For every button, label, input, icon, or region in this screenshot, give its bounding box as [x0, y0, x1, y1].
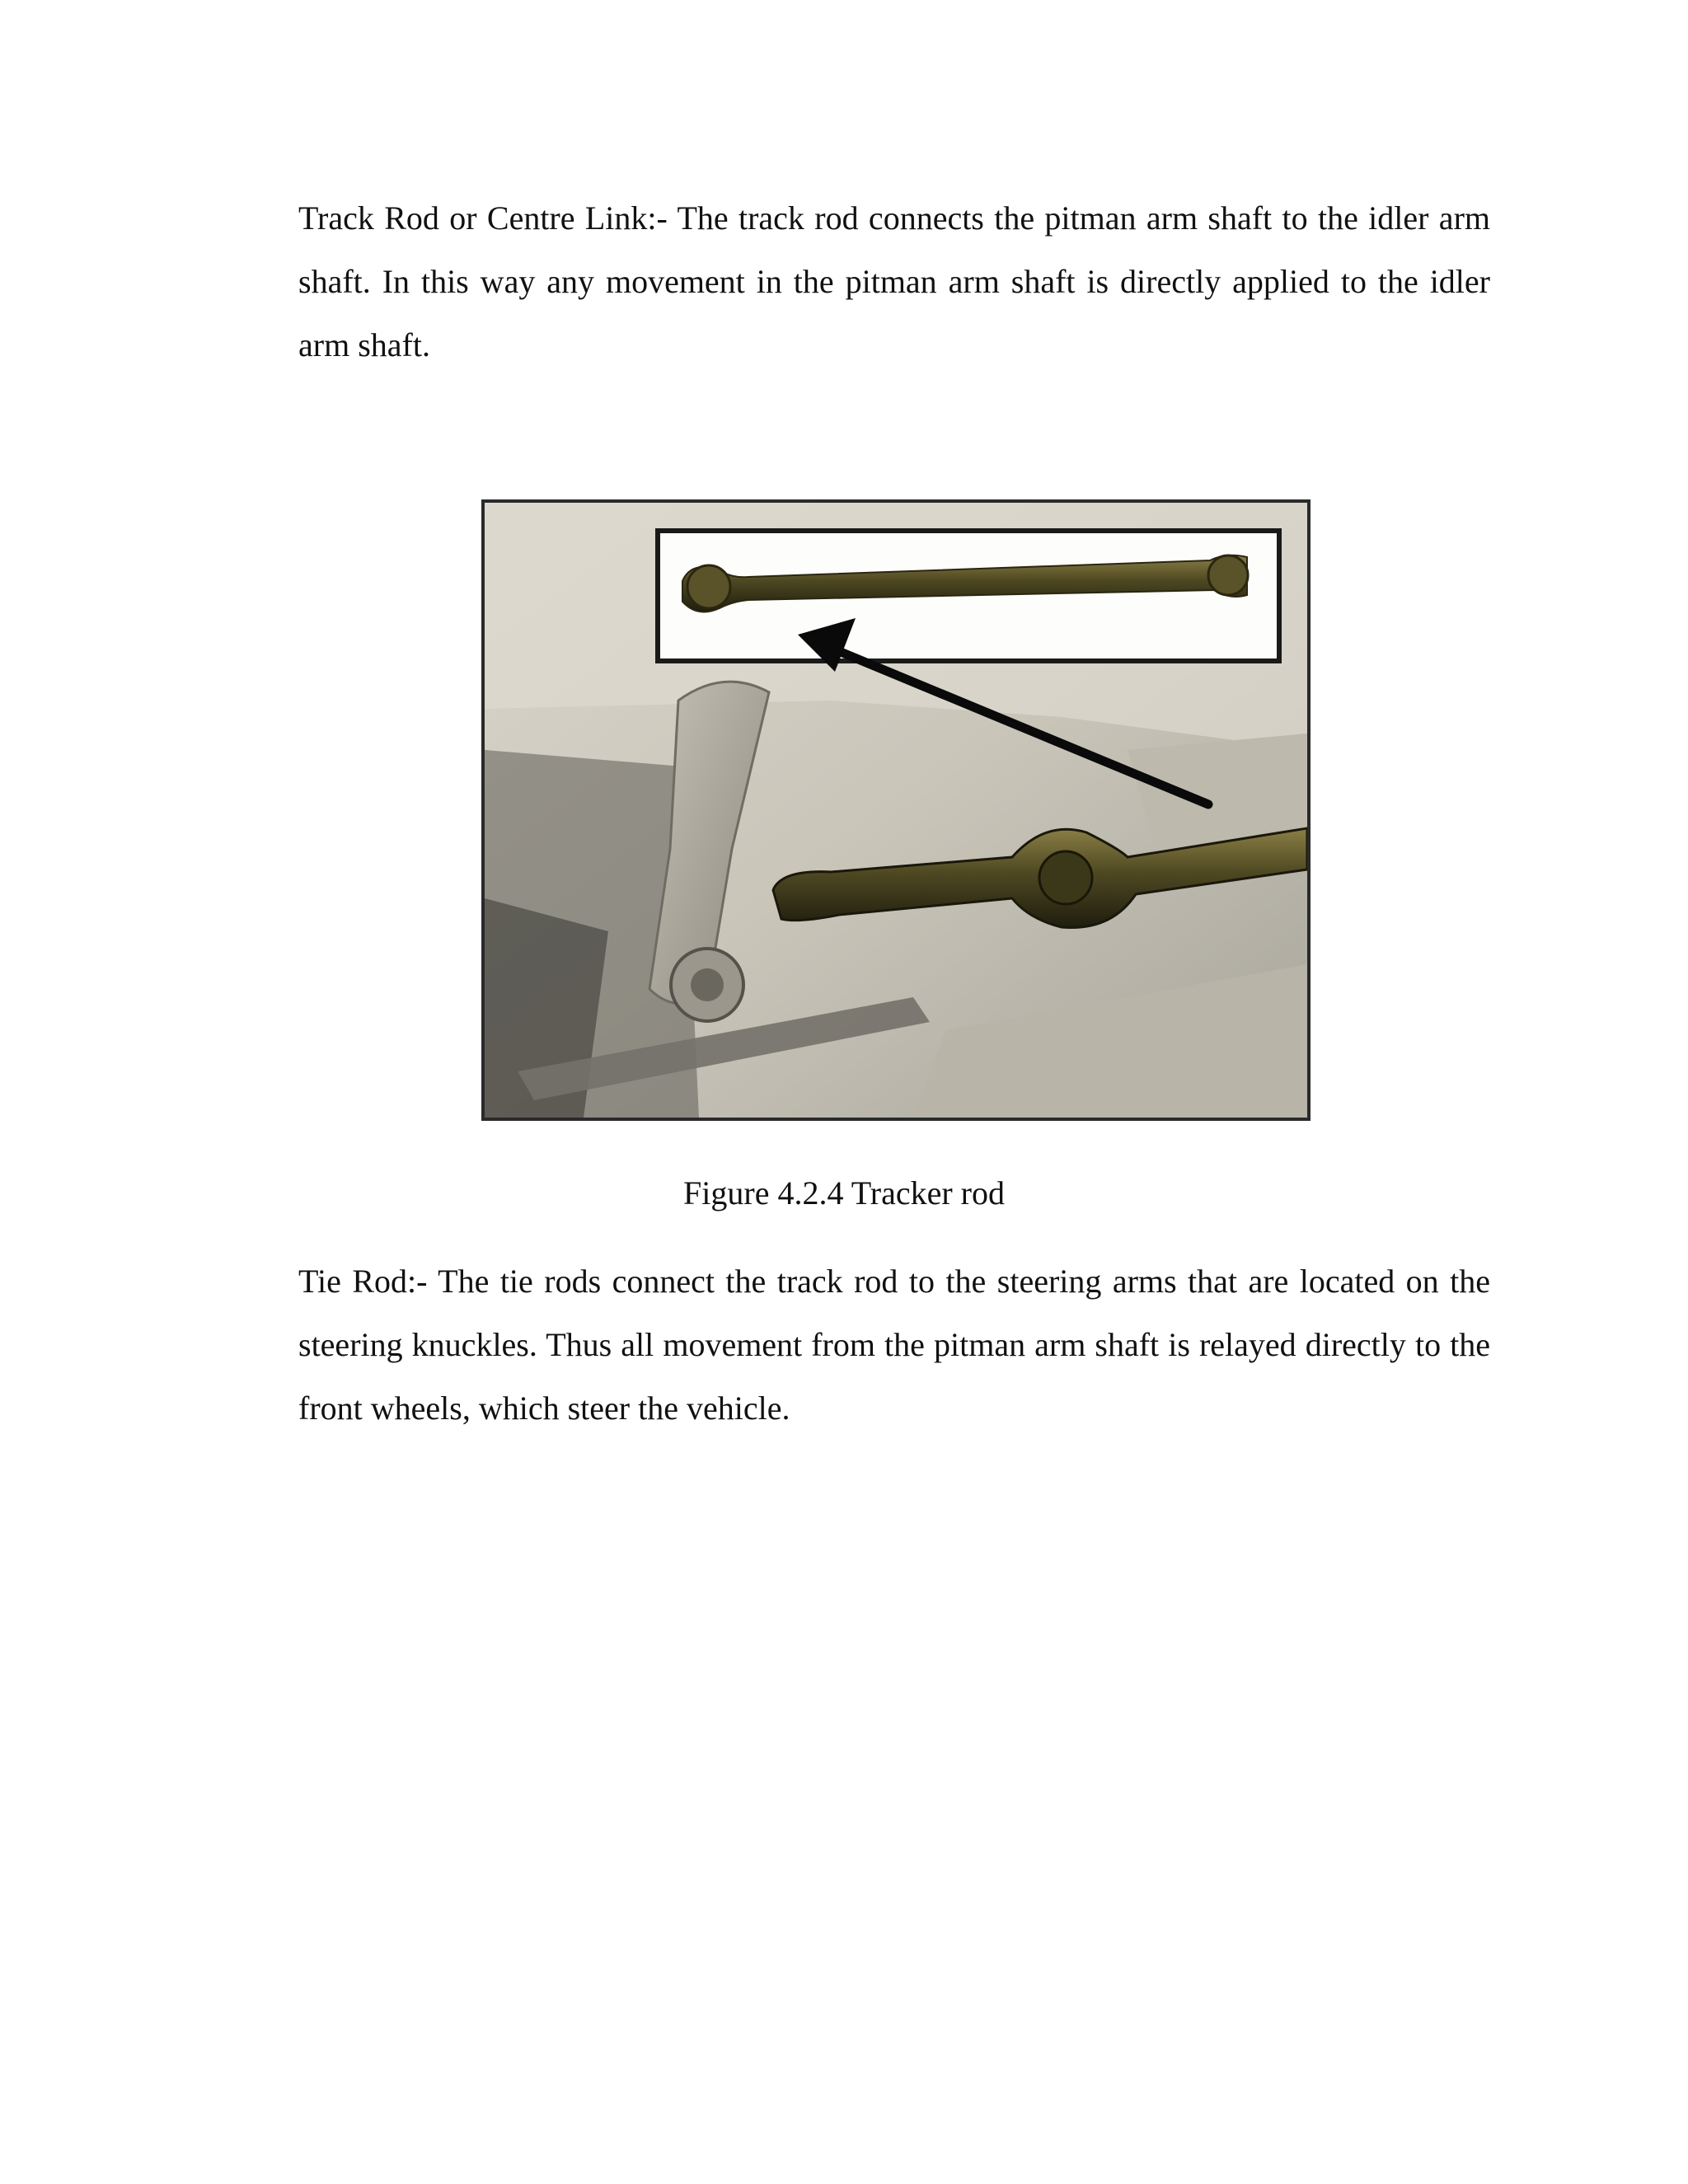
figure-tracker-rod-photo: [481, 499, 1311, 1121]
paragraph-track-rod: Track Rod or Centre Link:- The track rod connects the pitman arm shaft to the idler arm shaft. In this way any movement in the pitman arm shaft is directly applied to the idler arm shaft.: [298, 199, 1490, 363]
figure-caption: Figure 4.2.4 Tracker rod: [683, 1174, 1005, 1212]
paragraph-tie-rod: Tie Rod:- The tie rods connect the track rod to the steering arms that are located on the steering knuckles. Thus all movement from the pitman arm shaft is relayed directly to the front wheels, which steer the vehicle.: [298, 1263, 1490, 1427]
